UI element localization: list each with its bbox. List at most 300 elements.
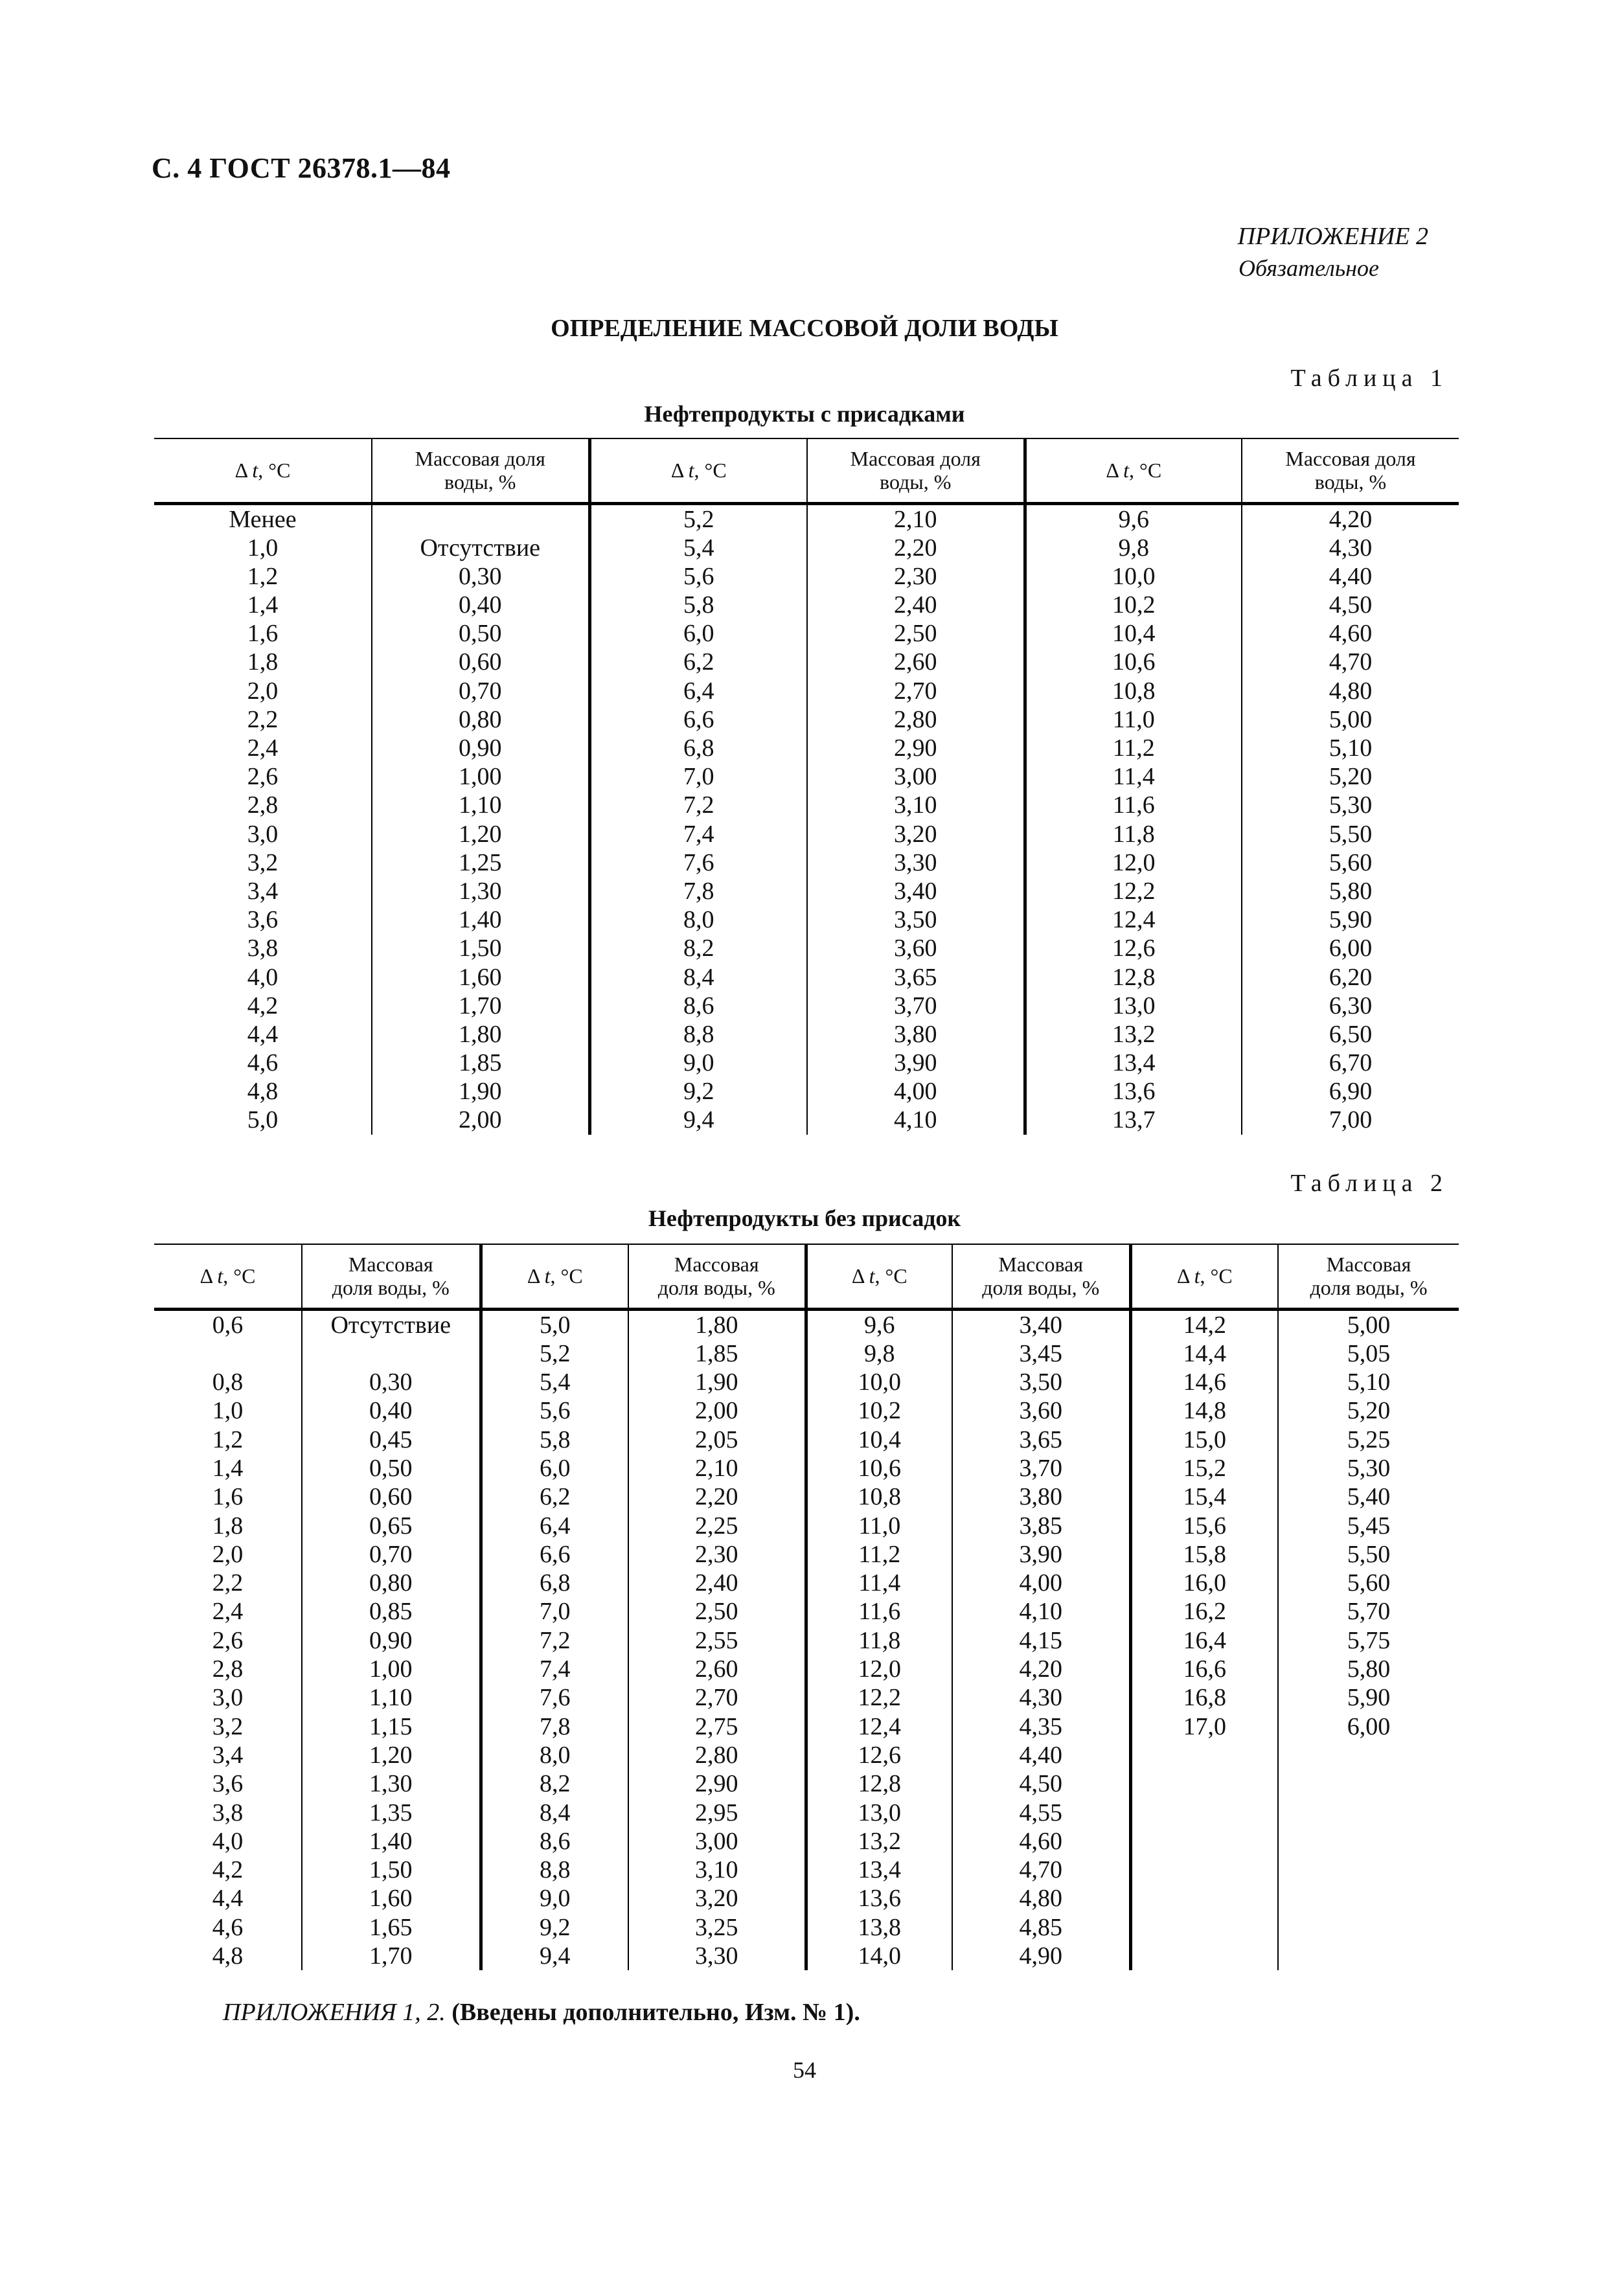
cell-delta-t: 1,8 bbox=[212, 1512, 244, 1540]
cell-delta-t: 13,4 bbox=[806, 1856, 952, 1884]
cell-delta-t: 17,0 bbox=[1130, 1712, 1278, 1741]
header-mass-line1: Массовая bbox=[674, 1253, 759, 1277]
cell-delta-t: 5,8 bbox=[589, 591, 807, 619]
cell-delta-t: 6,0 bbox=[589, 619, 807, 648]
cell-delta-t: 0,8 bbox=[212, 1369, 244, 1396]
cell-delta-t: 4,4 bbox=[247, 1020, 279, 1048]
cell-delta-t: 3,4 bbox=[247, 877, 279, 905]
cell-mass-fraction: 4,50 bbox=[1242, 591, 1459, 619]
cell-delta-t: 7,8 bbox=[589, 877, 807, 905]
cell-mass-fraction: 0,80 bbox=[302, 1569, 481, 1597]
table-row bbox=[154, 820, 1459, 848]
cell-mass-fraction: 2,40 bbox=[807, 591, 1025, 619]
cell-mass-fraction: 0,50 bbox=[372, 619, 589, 648]
table-row bbox=[154, 619, 1459, 648]
cell-mass-fraction: 1,60 bbox=[372, 963, 589, 992]
cell-mass-fraction: 1,35 bbox=[302, 1799, 481, 1827]
cell-delta-t: 6,6 bbox=[481, 1540, 628, 1569]
cell-delta-t: 8,2 bbox=[481, 1769, 628, 1798]
temperature-unit: , °С bbox=[258, 459, 291, 483]
cell-mass-fraction: 4,00 bbox=[952, 1569, 1130, 1597]
cell-mass-fraction: 0,40 bbox=[302, 1396, 481, 1425]
cell-delta-t: 10,6 bbox=[806, 1454, 952, 1483]
cell-delta-t bbox=[1130, 1799, 1278, 1827]
cell-mass-fraction: 3,20 bbox=[807, 820, 1025, 848]
cell-mass-fraction: 2,00 bbox=[372, 1106, 589, 1134]
cell-delta-t: 10,8 bbox=[1025, 677, 1242, 705]
table-row bbox=[154, 934, 1459, 962]
table-row bbox=[154, 705, 1459, 734]
cell-mass-fraction: 1,80 bbox=[628, 1309, 806, 1339]
delta-symbol: Δ bbox=[200, 1264, 218, 1288]
header-delta-t bbox=[589, 438, 807, 503]
table-row bbox=[154, 1569, 1459, 1597]
cell-mass-fraction: 2,95 bbox=[628, 1799, 806, 1827]
delta-symbol: Δ bbox=[234, 459, 253, 483]
cell-mass-fraction: 2,80 bbox=[807, 705, 1025, 734]
cell-mass-fraction: 2,40 bbox=[628, 1569, 806, 1597]
cell-delta-t: 7,8 bbox=[481, 1712, 628, 1741]
cell-mass-fraction: 5,20 bbox=[1242, 762, 1459, 791]
cell-mass-fraction: 2,70 bbox=[628, 1683, 806, 1712]
cell-delta-t: 10,2 bbox=[806, 1396, 952, 1425]
cell-delta-t: 14,4 bbox=[1130, 1339, 1278, 1368]
cell-mass-fraction: 3,50 bbox=[807, 905, 1025, 934]
cell-delta-t: 8,4 bbox=[481, 1799, 628, 1827]
cell-mass-fraction: 4,30 bbox=[952, 1683, 1130, 1712]
header-mass-line2: воды, % bbox=[880, 470, 952, 494]
cell-delta-t: 4,6 bbox=[212, 1913, 244, 1941]
cell-delta-t: 11,8 bbox=[1025, 820, 1242, 848]
table-row bbox=[154, 1827, 1459, 1856]
delta-symbol: Δ bbox=[1106, 459, 1124, 483]
cell-delta-t: 9,0 bbox=[481, 1884, 628, 1913]
cell-mass-fraction: 3,90 bbox=[807, 1049, 1025, 1077]
cell-delta-t: 9,4 bbox=[481, 1942, 628, 1970]
header-mass-line2: доля воды, % bbox=[332, 1276, 450, 1300]
cell-mass-fraction: 3,50 bbox=[952, 1368, 1130, 1396]
cell-delta-t: 4,2 bbox=[212, 1856, 244, 1884]
table-row bbox=[154, 877, 1459, 905]
cell-mass-fraction: 3,80 bbox=[807, 1020, 1025, 1049]
cell-delta-t: 5,6 bbox=[481, 1396, 628, 1425]
cell-mass-fraction: 4,80 bbox=[1242, 677, 1459, 705]
table-row bbox=[154, 1712, 1459, 1741]
cell-mass-fraction bbox=[1278, 1942, 1459, 1970]
delta-symbol: Δ bbox=[1176, 1264, 1194, 1288]
cell-delta-t: 13,2 bbox=[806, 1827, 952, 1856]
table-row bbox=[154, 963, 1459, 992]
cell-delta-t bbox=[1130, 1741, 1278, 1769]
cell-mass-fraction: 3,60 bbox=[807, 934, 1025, 962]
table1-title: Нефтепродукты с присадками bbox=[644, 401, 965, 427]
header-mass-line2: воды, % bbox=[444, 470, 516, 494]
cell-delta-t: 10,0 bbox=[806, 1368, 952, 1396]
table-row bbox=[154, 1368, 1459, 1396]
cell-delta-t: 7,4 bbox=[589, 820, 807, 848]
cell-delta-t: 2,0 bbox=[247, 677, 279, 705]
table-row bbox=[154, 534, 1459, 562]
cell-mass-fraction: 4,35 bbox=[952, 1712, 1130, 1741]
cell-delta-t: 13,0 bbox=[806, 1799, 952, 1827]
section-title: ОПРЕДЕЛЕНИЕ МАССОВОЙ ДОЛИ ВОДЫ bbox=[551, 315, 1058, 342]
cell-mass-fraction: 0,90 bbox=[302, 1626, 481, 1655]
table-row bbox=[154, 562, 1459, 591]
cell-mass-fraction: 3,65 bbox=[807, 963, 1025, 992]
cell-mass-fraction: 2,90 bbox=[628, 1769, 806, 1798]
footnote bbox=[223, 1998, 860, 2027]
cell-delta-t: 5,0 bbox=[481, 1309, 628, 1339]
cell-delta-t: 6,0 bbox=[481, 1454, 628, 1483]
cell-delta-t: 8,6 bbox=[589, 992, 807, 1020]
cell-mass-fraction: 3,45 bbox=[952, 1339, 1130, 1368]
cell-mass-fraction bbox=[1278, 1913, 1459, 1942]
footnote-amendment-note: (Введены дополнительно, Изм. № 1). bbox=[451, 1999, 860, 2026]
cell-delta-t: 9,4 bbox=[589, 1106, 807, 1134]
cell-mass-fraction: 0,40 bbox=[372, 591, 589, 619]
cell-mass-fraction: 6,70 bbox=[1242, 1049, 1459, 1077]
cell-delta-t: 15,0 bbox=[1130, 1426, 1278, 1454]
appendix-subtitle: Обязательное bbox=[1238, 255, 1379, 281]
table-row bbox=[154, 1626, 1459, 1655]
cell-mass-fraction: 2,90 bbox=[807, 734, 1025, 762]
cell-delta-t: 4,8 bbox=[212, 1942, 244, 1970]
cell-mass-fraction: 1,70 bbox=[302, 1942, 481, 1970]
cell-mass-fraction: 1,60 bbox=[302, 1884, 481, 1913]
cell-mass-fraction: 0,65 bbox=[302, 1512, 481, 1540]
header-mass-fraction bbox=[1278, 1244, 1459, 1309]
table-row bbox=[154, 1454, 1459, 1483]
cell-delta-t: 11,2 bbox=[1025, 734, 1242, 762]
cell-mass-fraction: 5,40 bbox=[1278, 1483, 1459, 1511]
cell-mass-fraction: 5,45 bbox=[1278, 1512, 1459, 1540]
cell-delta-t: 4,8 bbox=[247, 1078, 279, 1106]
cell-delta-t: 5,2 bbox=[481, 1339, 628, 1368]
table-row bbox=[154, 1020, 1459, 1049]
table2-header-row bbox=[154, 1244, 1459, 1309]
cell-delta-t: 16,6 bbox=[1130, 1655, 1278, 1683]
cell-delta-t bbox=[154, 1339, 302, 1368]
cell-mass-fraction: 3,40 bbox=[952, 1309, 1130, 1339]
cell-mass-fraction: 5,00 bbox=[1242, 705, 1459, 734]
cell-mass-fraction: 0,60 bbox=[302, 1483, 481, 1511]
cell-mass-fraction: 1,10 bbox=[302, 1683, 481, 1712]
cell-delta-t: 12,2 bbox=[806, 1683, 952, 1712]
cell-delta-t: 4,0 bbox=[212, 1827, 244, 1855]
cell-mass-fraction: 0,30 bbox=[302, 1368, 481, 1396]
cell-mass-fraction: 4,85 bbox=[952, 1913, 1130, 1942]
cell-delta-t bbox=[1130, 1827, 1278, 1856]
cell-mass-fraction: 0,70 bbox=[302, 1540, 481, 1569]
cell-delta-t: 3,4 bbox=[212, 1741, 244, 1769]
temperature-unit: , °С bbox=[1200, 1264, 1233, 1288]
cell-mass-fraction: 3,85 bbox=[952, 1512, 1130, 1540]
cell-delta-t: 16,0 bbox=[1130, 1569, 1278, 1597]
cell-mass-fraction: 3,40 bbox=[807, 877, 1025, 905]
cell-mass-fraction: 5,90 bbox=[1278, 1683, 1459, 1712]
cell-mass-fraction: 3,70 bbox=[807, 992, 1025, 1020]
cell-delta-t: 10,8 bbox=[806, 1483, 952, 1511]
temperature-variable: t bbox=[688, 459, 694, 483]
cell-delta-t bbox=[1130, 1942, 1278, 1970]
cell-mass-fraction: 4,60 bbox=[1242, 619, 1459, 648]
cell-delta-t: 13,7 bbox=[1025, 1106, 1242, 1134]
cell-delta-t: 10,2 bbox=[1025, 591, 1242, 619]
cell-mass-fraction: 2,60 bbox=[628, 1655, 806, 1683]
cell-delta-t: 7,2 bbox=[481, 1626, 628, 1655]
cell-delta-t: 5,0 bbox=[247, 1106, 279, 1134]
cell-mass-fraction: 3,30 bbox=[628, 1942, 806, 1970]
cell-mass-fraction: 0,45 bbox=[302, 1426, 481, 1454]
cell-mass-fraction: 4,60 bbox=[952, 1827, 1130, 1856]
header-delta-t bbox=[1130, 1244, 1278, 1309]
cell-delta-t: 2,4 bbox=[212, 1598, 244, 1626]
cell-mass-fraction: 3,60 bbox=[952, 1396, 1130, 1425]
cell-delta-t: 4,2 bbox=[247, 992, 279, 1019]
cell-delta-t: 5,4 bbox=[481, 1368, 628, 1396]
cell-mass-fraction bbox=[1278, 1769, 1459, 1798]
header-mass-line1: Массовая bbox=[348, 1253, 433, 1277]
table-row bbox=[154, 1483, 1459, 1511]
cell-delta-t bbox=[1130, 1769, 1278, 1798]
header-delta-t bbox=[481, 1244, 628, 1309]
cell-mass-fraction: 5,60 bbox=[1242, 848, 1459, 877]
cell-mass-fraction: 1,85 bbox=[628, 1339, 806, 1368]
cell-mass-fraction: 4,80 bbox=[952, 1884, 1130, 1913]
table-row bbox=[154, 848, 1459, 877]
table-row bbox=[154, 1339, 1459, 1368]
cell-delta-t: 5,4 bbox=[589, 534, 807, 562]
cell-delta-t: 12,8 bbox=[806, 1769, 952, 1798]
header-mass-line1: Массовая bbox=[1326, 1253, 1411, 1277]
table2-label: Таблица 2 bbox=[1290, 1170, 1448, 1197]
cell-delta-t: 14,6 bbox=[1130, 1368, 1278, 1396]
cell-delta-t: 6,2 bbox=[589, 648, 807, 676]
cell-mass-fraction: 0,30 bbox=[372, 562, 589, 591]
cell-delta-t: 2,0 bbox=[212, 1540, 244, 1568]
cell-mass-fraction: 4,50 bbox=[952, 1769, 1130, 1798]
cell-mass-fraction: 2,55 bbox=[628, 1626, 806, 1655]
table-row bbox=[154, 1597, 1459, 1626]
cell-mass-fraction: 1,00 bbox=[372, 762, 589, 791]
cell-delta-t: 9,8 bbox=[1025, 534, 1242, 562]
cell-delta-t: 13,4 bbox=[1025, 1049, 1242, 1077]
cell-delta-t: 16,4 bbox=[1130, 1626, 1278, 1655]
cell-mass-fraction: 3,20 bbox=[628, 1884, 806, 1913]
cell-mass-fraction bbox=[1278, 1856, 1459, 1884]
cell-mass-fraction bbox=[302, 1339, 481, 1368]
table-row bbox=[154, 1741, 1459, 1769]
table-row bbox=[154, 1309, 1459, 1339]
cell-delta-t: 11,4 bbox=[1025, 762, 1242, 791]
cell-mass-fraction: 5,25 bbox=[1278, 1426, 1459, 1454]
cell-delta-t: 2,2 bbox=[212, 1569, 244, 1597]
cell-mass-fraction: 4,40 bbox=[952, 1741, 1130, 1769]
cell-delta-t: 13,6 bbox=[806, 1884, 952, 1913]
cell-mass-fraction: 5,70 bbox=[1278, 1597, 1459, 1626]
cell-mass-fraction: 5,75 bbox=[1278, 1626, 1459, 1655]
cell-mass-fraction: 5,20 bbox=[1278, 1396, 1459, 1425]
cell-delta-t: 1,0 bbox=[212, 1397, 244, 1425]
cell-mass-fraction: Отсутствие bbox=[372, 534, 589, 562]
cell-delta-t: 7,0 bbox=[589, 762, 807, 791]
cell-mass-fraction: 5,80 bbox=[1278, 1655, 1459, 1683]
cell-delta-t: 12,2 bbox=[1025, 877, 1242, 905]
cell-delta-t: 7,6 bbox=[481, 1683, 628, 1712]
cell-mass-fraction: 1,65 bbox=[302, 1913, 481, 1942]
table-row bbox=[154, 905, 1459, 934]
temperature-variable: t bbox=[217, 1264, 223, 1288]
cell-delta-t: 9,6 bbox=[806, 1309, 952, 1339]
cell-mass-fraction: 2,70 bbox=[807, 677, 1025, 705]
table-row bbox=[154, 1683, 1459, 1712]
cell-delta-t bbox=[1130, 1913, 1278, 1942]
cell-delta-t: 4,6 bbox=[247, 1049, 279, 1077]
header-mass-line1: Массовая доля bbox=[1285, 447, 1416, 471]
cell-delta-t: 11,6 bbox=[806, 1597, 952, 1626]
cell-delta-t: 7,0 bbox=[481, 1597, 628, 1626]
cell-mass-fraction: 0,70 bbox=[372, 677, 589, 705]
cell-delta-t: 16,8 bbox=[1130, 1683, 1278, 1712]
cell-mass-fraction: 0,60 bbox=[372, 648, 589, 676]
cell-delta-t: 12,6 bbox=[1025, 934, 1242, 962]
table-row bbox=[154, 1856, 1459, 1884]
cell-mass-fraction: 1,25 bbox=[372, 848, 589, 877]
temperature-unit: , °С bbox=[1129, 459, 1162, 483]
cell-delta-t: 11,0 bbox=[1025, 705, 1242, 734]
cell-mass-fraction: 4,70 bbox=[1242, 648, 1459, 676]
cell-mass-fraction: 3,70 bbox=[952, 1454, 1130, 1483]
cell-mass-fraction: 6,20 bbox=[1242, 963, 1459, 992]
cell-mass-fraction: 2,30 bbox=[807, 562, 1025, 591]
cell-mass-fraction: 4,70 bbox=[952, 1856, 1130, 1884]
header-mass-fraction bbox=[952, 1244, 1130, 1309]
cell-delta-t: 6,8 bbox=[589, 734, 807, 762]
table-row bbox=[154, 1655, 1459, 1683]
table-row bbox=[154, 762, 1459, 791]
cell-mass-fraction: 7,00 bbox=[1242, 1106, 1459, 1134]
cell-mass-fraction: 4,20 bbox=[952, 1655, 1130, 1683]
cell-mass-fraction bbox=[372, 503, 589, 534]
cell-delta-t: 9,0 bbox=[589, 1049, 807, 1077]
cell-delta-t: 8,8 bbox=[589, 1020, 807, 1049]
table-row bbox=[154, 591, 1459, 619]
cell-delta-t: 4,4 bbox=[212, 1885, 244, 1913]
table-row bbox=[154, 992, 1459, 1020]
cell-delta-t: 6,6 bbox=[589, 705, 807, 734]
cell-delta-t: 5,6 bbox=[589, 562, 807, 591]
cell-delta-t: 6,4 bbox=[481, 1512, 628, 1540]
table-row bbox=[154, 1512, 1459, 1540]
cell-mass-fraction bbox=[1278, 1741, 1459, 1769]
table-row bbox=[154, 1769, 1459, 1798]
cell-delta-t: 3,0 bbox=[247, 820, 279, 848]
header-delta-t bbox=[154, 1244, 302, 1309]
table-row bbox=[154, 1077, 1459, 1106]
header-mass-line1: Массовая доля bbox=[415, 447, 545, 471]
cell-delta-t: 3,8 bbox=[247, 935, 279, 962]
cell-mass-fraction: 2,80 bbox=[628, 1741, 806, 1769]
cell-delta-t: 10,0 bbox=[1025, 562, 1242, 591]
cell-delta-t: 1,8 bbox=[247, 648, 279, 676]
cell-delta-t: 15,2 bbox=[1130, 1454, 1278, 1483]
table-row bbox=[154, 1049, 1459, 1077]
cell-mass-fraction: 1,85 bbox=[372, 1049, 589, 1077]
cell-mass-fraction: 1,80 bbox=[372, 1020, 589, 1049]
cell-mass-fraction: 1,90 bbox=[372, 1077, 589, 1106]
table1-label: Таблица 1 bbox=[1290, 365, 1448, 392]
cell-delta-t: 8,6 bbox=[481, 1827, 628, 1856]
table2 bbox=[154, 1244, 1459, 1970]
header-mass-fraction bbox=[302, 1244, 481, 1309]
table2-title: Нефтепродукты без присадок bbox=[648, 1205, 961, 1231]
header-mass-line1: Массовая bbox=[998, 1253, 1084, 1277]
temperature-unit: , °С bbox=[550, 1264, 583, 1288]
cell-mass-fraction: 0,90 bbox=[372, 734, 589, 762]
cell-mass-fraction: 1,50 bbox=[372, 934, 589, 962]
cell-delta-t: 10,6 bbox=[1025, 648, 1242, 676]
cell-mass-fraction: 5,10 bbox=[1242, 734, 1459, 762]
header-mass-line1: Массовая доля bbox=[850, 447, 981, 471]
cell-delta-t: 11,2 bbox=[806, 1540, 952, 1569]
cell-mass-fraction: 4,10 bbox=[952, 1597, 1130, 1626]
cell-delta-t: 15,6 bbox=[1130, 1512, 1278, 1540]
cell-mass-fraction: 2,25 bbox=[628, 1512, 806, 1540]
delta-symbol: Δ bbox=[851, 1264, 869, 1288]
header-mass-line2: доля воды, % bbox=[1310, 1276, 1428, 1300]
cell-mass-fraction: 6,90 bbox=[1242, 1077, 1459, 1106]
cell-delta-t: 2,4 bbox=[247, 734, 279, 762]
cell-delta-t: 5,8 bbox=[481, 1426, 628, 1454]
temperature-variable: t bbox=[1194, 1264, 1200, 1288]
page-header: С. 4 ГОСТ 26378.1—84 bbox=[152, 152, 451, 184]
cell-mass-fraction: 2,00 bbox=[628, 1396, 806, 1425]
cell-mass-fraction: 3,10 bbox=[628, 1856, 806, 1884]
cell-mass-fraction: 3,30 bbox=[807, 848, 1025, 877]
cell-delta-t: 6,8 bbox=[481, 1569, 628, 1597]
cell-delta-t: 1,2 bbox=[212, 1426, 244, 1453]
cell-mass-fraction: 1,90 bbox=[628, 1368, 806, 1396]
cell-delta-t bbox=[1130, 1884, 1278, 1913]
cell-mass-fraction: 2,05 bbox=[628, 1426, 806, 1454]
cell-mass-fraction: 5,60 bbox=[1278, 1569, 1459, 1597]
cell-mass-fraction: 2,50 bbox=[807, 619, 1025, 648]
cell-delta-t: 13,8 bbox=[806, 1913, 952, 1942]
cell-delta-t: 1,2 bbox=[247, 562, 279, 590]
table-row bbox=[154, 1106, 1459, 1134]
header-delta-t bbox=[806, 1244, 952, 1309]
cell-delta-t: 13,0 bbox=[1025, 992, 1242, 1020]
cell-mass-fraction: 5,30 bbox=[1278, 1454, 1459, 1483]
header-mass-line2: воды, % bbox=[1314, 470, 1387, 494]
cell-mass-fraction: 4,20 bbox=[1242, 503, 1459, 534]
header-mass-fraction bbox=[628, 1244, 806, 1309]
cell-mass-fraction: 3,80 bbox=[952, 1483, 1130, 1511]
delta-symbol: Δ bbox=[670, 459, 689, 483]
cell-delta-t: 1,6 bbox=[212, 1483, 244, 1511]
table-row bbox=[154, 503, 1459, 534]
cell-delta-t: 8,2 bbox=[589, 934, 807, 962]
cell-mass-fraction: 4,90 bbox=[952, 1942, 1130, 1970]
cell-mass-fraction: 3,00 bbox=[807, 762, 1025, 791]
header-mass-fraction bbox=[807, 438, 1025, 503]
cell-delta-t: 14,2 bbox=[1130, 1309, 1278, 1339]
cell-delta-t: 2,8 bbox=[247, 791, 279, 819]
cell-delta-t: 5,2 bbox=[589, 503, 807, 534]
header-mass-fraction bbox=[1242, 438, 1459, 503]
cell-delta-t: 8,8 bbox=[481, 1856, 628, 1884]
cell-mass-fraction: 2,10 bbox=[628, 1454, 806, 1483]
